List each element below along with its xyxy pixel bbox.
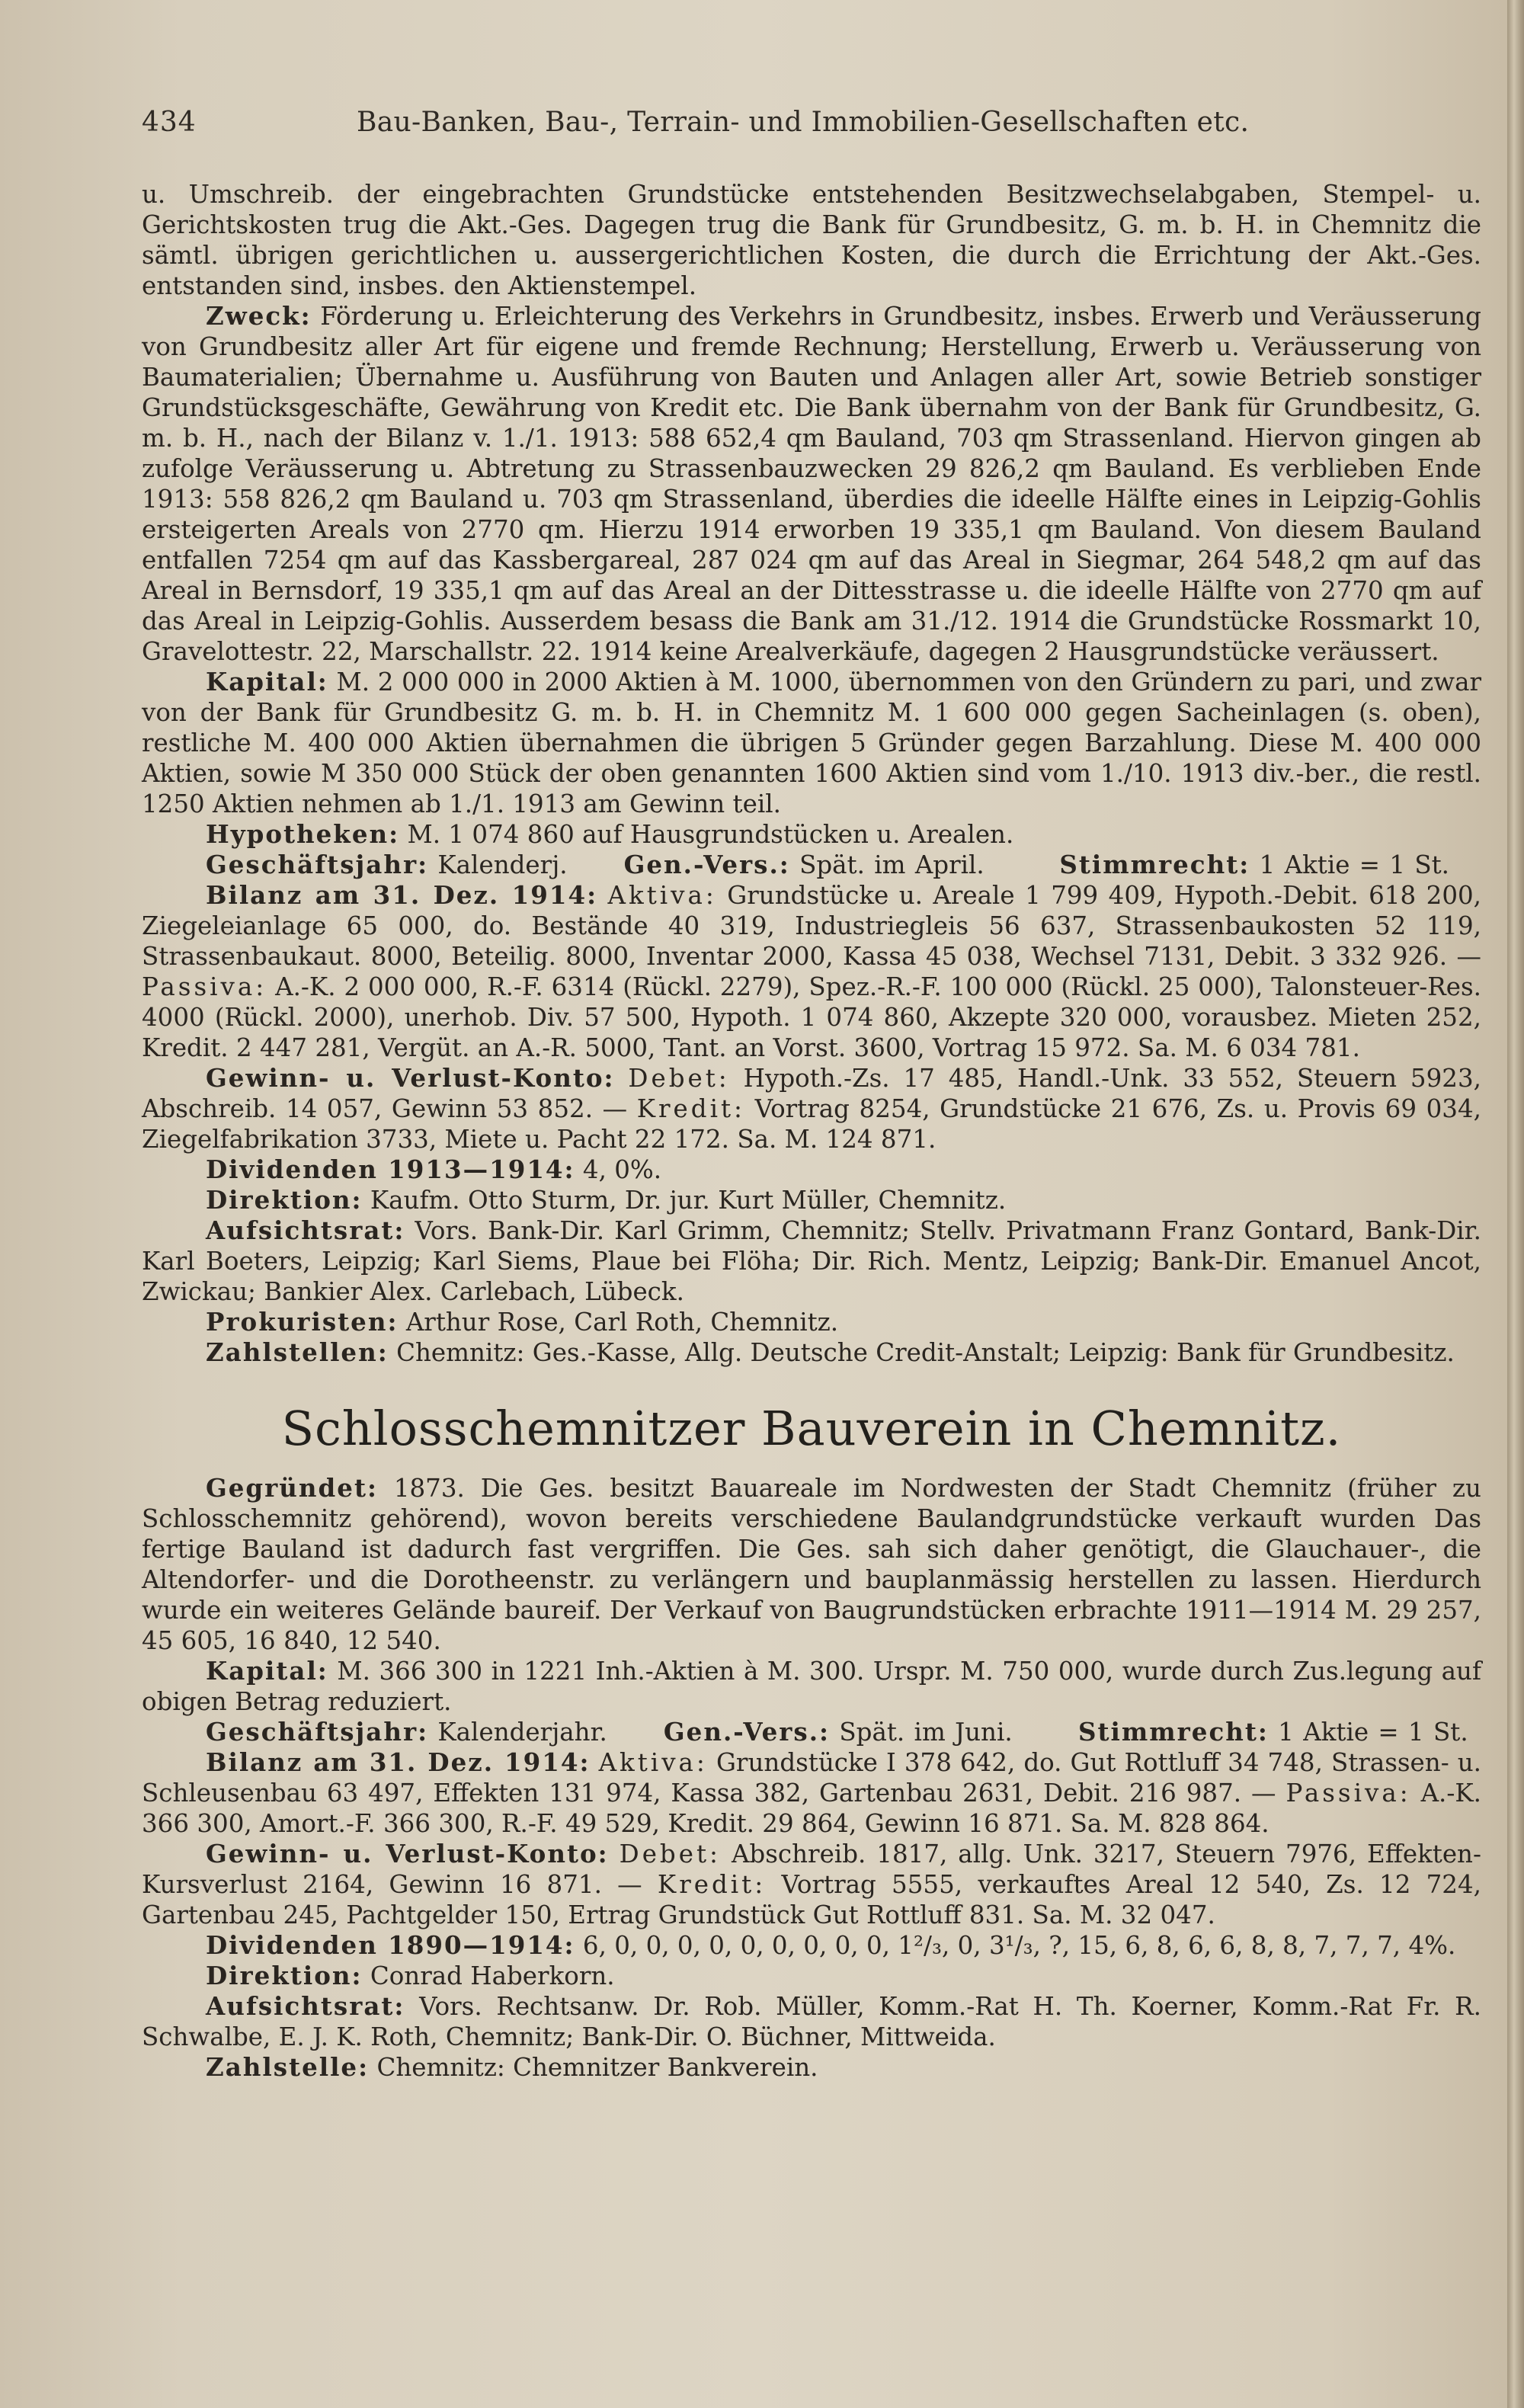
zahlstellen-paragraph — [142, 1337, 1481, 1368]
hypotheken-text: M. 1 074 860 auf Hausgrundstücken u. Arealen. — [407, 820, 1014, 849]
debet2-label: Debet: — [619, 1840, 721, 1868]
aufsichtsrat2-text: Vors. Rechtsanw. Dr. Rob. Müller, Komm.-Rat H. Th. Koerner, Komm.-Rat Fr. R. Schwalbe, E. J. K. Roth, Chemnitz; Bank-Dir. O. Büchner, Mittweida. — [142, 1992, 1481, 2051]
zahlstellen-text: Chemnitz: Ges.-Kasse, Allg. Deutsche Credit-Anstalt; Leipzig: Bank für Grundbesitz. — [396, 1338, 1455, 1367]
stimmrecht2-text: 1 Aktie = 1 St. — [1278, 1718, 1468, 1747]
guv-paragraph — [142, 1063, 1481, 1154]
debet-text: Hypoth.-Zs. 17 485, Handl.-Unk. 33 552, Steuern 5923, Abschreib. 14 057, Gewinn 53 852. — — [142, 1064, 1481, 1123]
direktion-paragraph — [142, 1185, 1481, 1215]
genvers-label: Gen.-Vers.: — [623, 850, 790, 879]
aktiva-label: Aktiva: — [607, 881, 717, 910]
geschaeftsjahr-label: Geschäftsjahr: — [206, 850, 429, 879]
aktiva2-label: Aktiva: — [598, 1748, 708, 1777]
hypotheken-label: Hypotheken: — [206, 819, 400, 849]
zahlstelle2-label: Zahlstelle: — [206, 2052, 370, 2082]
kredit-text: Vortrag 8254, Grundstücke 21 676, Zs. u. Provis 69 034, Ziegelfabrikation 3733, Miete u. Pacht 22 172. Sa. M. 124 871. — [142, 1094, 1481, 1154]
geschaeftsjahr2-label: Geschäftsjahr: — [206, 1717, 429, 1747]
guv-label: Gewinn- u. Verlust-Konto: — [206, 1063, 615, 1093]
kapital2-label: Kapital: — [206, 1656, 328, 1686]
genvers-text: Spät. im April. — [799, 850, 985, 879]
kredit2-label: Kredit: — [657, 1870, 767, 1899]
dividenden2-label: Dividenden 1890—1914: — [206, 1930, 575, 1960]
zweck-text: Förderung u. Erleichterung des Verkehrs in Grundbesitz, insbes. Erwerb und Veräusserung von Grundbesitz aller Art für eigene und fremde Rechnung; Herstellung, Erwerb u. Veräusserung von Baumaterialien; Übernahme u. Ausführung von Bauten und Anlagen aller Art, sowie Betrieb sonstiger Grundstücksgeschäfte, Gewährung von Kredit etc. Die Bank übernahm von der Bank für Grundbesitz, G. m. b. H., nach der Bilanz v. 1./1. 1913: 588 652,4 qm Bauland, 703 qm Strassenland. Hiervon gingen ab zufolge Veräusserung u. Abtretung zu Strassenbauzwecken 29 826,2 qm Bauland. Es verblieben Ende 1913: 558 826,2 qm Bauland u. 703 qm Strassenland, überdies die ideelle Hälfte eines in Leipzig-Gohlis ersteigerten Areals von 2770 qm. Hierzu 1914 erworben 19 335,1 qm Bauland. Von diesem Bauland entfallen 7254 qm auf das Kassbergareal, 287 024 qm auf das Areal in Siegmar, 264 548,2 qm auf das Areal in Bernsdorf, 19 335,1 qm auf das Areal an der Dittesstrasse u. die ideelle Hälfte von 2770 qm auf das Areal in Leipzig-Gohlis. Ausserdem besass die Bank am 31./12. 1914 die Grundstücke Rossmarkt 10, Gravelottestr. 22, Marschallstr. 22. 1914 keine Arealverkäufe, dagegen 2 Hausgrundstücke veräussert. — [142, 302, 1481, 666]
aktiva-text: Grundstücke u. Areale 1 799 409, Hypoth.-Debit. 618 200, Ziegeleianlage 65 000, do. Bestände 40 319, Industriegleis 56 637, Strassenbaukosten 52 119, Strassenbaukaut. 8000, Beteilig. 8000, Inventar 2000, Kassa 45 038, Wechsel 7131, Debit. 3 332 926. — — [142, 881, 1482, 971]
aufsichtsrat2-paragraph — [142, 1991, 1481, 2052]
page-number: 434 — [142, 107, 197, 138]
direktion2-label: Direktion: — [206, 1961, 363, 1990]
dividenden2-paragraph — [142, 1930, 1481, 1961]
direktion2-paragraph — [142, 1961, 1481, 1991]
page-body — [142, 179, 1481, 2083]
zahlstellen-label: Zahlstellen: — [206, 1337, 389, 1367]
kapital2-text: M. 366 300 in 1221 Inh.-Aktien à M. 300. Urspr. M. 750 000, wurde durch Zus.legung auf obigen Betrag reduziert. — [142, 1657, 1481, 1716]
aktiva2-text: Grundstücke I 378 642, do. Gut Rottluff 34 748, Strassen- u. Schleusenbau 63 497, Effekten 131 974, Kassa 382, Gartenbau 2631, Debit. 216 987. — — [142, 1748, 1482, 1808]
bilanz2-label: Bilanz am 31. Dez. 1914: — [206, 1747, 591, 1777]
aufsichtsrat2-label: Aufsichtsrat: — [206, 1991, 405, 2021]
stimmrecht2-label: Stimmrecht: — [1078, 1717, 1269, 1747]
geschaeftsjahr2-text: Kalenderjahr. — [437, 1718, 607, 1747]
aufsichtsrat-label: Aufsichtsrat: — [206, 1215, 405, 1245]
passiva2-label: Passiva: — [1285, 1779, 1411, 1808]
running-header — [142, 107, 1452, 152]
direktion-text: Kaufm. Otto Sturm, Dr. jur. Kurt Müller, Chemnitz. — [370, 1186, 1007, 1215]
dividenden-label: Dividenden 1913—1914: — [206, 1154, 575, 1184]
gegruendet-label: Gegründet: — [206, 1473, 378, 1503]
kapital-text: M. 2 000 000 in 2000 Aktien à M. 1000, übernommen von den Gründern zu pari, und zwar von der Bank für Grundbesitz G. m. b. H. in Chemnitz M. 1 600 000 gegen Sacheinlagen (s. oben), restliche M. 400 000 Aktien übernahmen die übrigen 5 Gründer gegen Barzahlung. Diese M. 400 000 Aktien, sowie M 350 000 Stück der oben genannten 1600 Aktien sind vom 1./10. 1913 div.-ber., die restl. 1250 Aktien nehmen ab 1./1. 1913 am Gewinn teil. — [142, 668, 1481, 818]
kredit-label: Kredit: — [636, 1094, 745, 1123]
zweck-paragraph — [142, 301, 1481, 667]
kredit2-text: Vortrag 5555, verkauftes Areal 12 540, Zs. 12 724, Gartenbau 245, Pachtgelder 150, Ertrag Grundstück Gut Rottluff 831. Sa. M. 32 047. — [142, 1870, 1481, 1929]
bilanz-paragraph — [142, 880, 1481, 1063]
passiva-label: Passiva: — [142, 972, 267, 1001]
bilanz-label: Bilanz am 31. Dez. 1914: — [206, 880, 598, 910]
passiva2-text: A.-K. 366 300, Amort.-F. 366 300, R.-F. 49 529, Kredit. 29 864, Gewinn 16 871. Sa. M. 828 864. — [142, 1779, 1481, 1838]
zweck-label: Zweck: — [206, 301, 312, 331]
passiva-text: A.-K. 2 000 000, R.-F. 6314 (Rückl. 2279), Spez.-R.-F. 100 000 (Rückl. 25 000), Talonsteuer-Res. 4000 (Rückl. 2000), unerhob. Div. 57 500, Hypoth. 1 074 860, Akzepte 320 000, vorausbez. Mieten 252, Kredit. 2 447 281, Vergüt. an A.-R. 5000, Tant. an Vorst. 3600, Vortrag 15 972. Sa. M. 6 034 781. — [142, 972, 1481, 1062]
running-title: Bau-Banken, Bau-, Terrain- und Immobilien-Gesellschaften etc. — [357, 107, 1250, 138]
geschaeftsjahr-paragraph — [142, 850, 1481, 880]
debet-label: Debet: — [628, 1064, 730, 1093]
kapital2-paragraph — [142, 1656, 1481, 1717]
aufsichtsrat-paragraph — [142, 1215, 1481, 1307]
prokuristen-label: Prokuristen: — [206, 1307, 399, 1337]
company-heading: Schlosschemnitzer Bauverein in Chemnitz. — [281, 1401, 1342, 1456]
guv2-paragraph — [142, 1839, 1481, 1930]
kapital-label: Kapital: — [206, 667, 328, 696]
dividenden-text: 4, 0%. — [582, 1155, 662, 1184]
genvers2-label: Gen.-Vers.: — [663, 1717, 831, 1747]
genvers2-text: Spät. im Juni. — [839, 1718, 1013, 1747]
dividenden2-text: 6, 0, 0, 0, 0, 0, 0, 0, 0, 0, 1²/₃, 0, 3¹/₃, ?, 15, 6, 8, 6, 6, 8, 8, 7, 7, 7, 4%. — [582, 1931, 1456, 1960]
geschaeftsjahr2-paragraph — [142, 1717, 1481, 1747]
aufsichtsrat-text: Vors. Bank-Dir. Karl Grimm, Chemnitz; Stellv. Privatmann Franz Gontard, Bank-Dir. Karl Boeters, Leipzig; Karl Siems, Plaue bei Flöha; Dir. Rich. Mentz, Leipzig; Bank-Dir. Emanuel Ancot, Zwickau; Bankier Alex. Carlebach, Lübeck. — [142, 1216, 1481, 1306]
zahlstelle2-text: Chemnitz: Chemnitzer Bankverein. — [376, 2053, 818, 2082]
prokuristen-text: Arthur Rose, Carl Roth, Chemnitz. — [405, 1308, 839, 1337]
intro-paragraph: u. Umschreib. der eingebrachten Grundstücke entstehenden Besitzwechselabgaben, Stempel- u. Gerichtskosten trug die Akt.-Ges. Dagegen trug die Bank für Grundbesitz, G. m. b. H. in Chemnitz die sämtl. übrigen gerichtlichen u. aussergerichtlichen Kosten, die durch die Errichtung der Akt.-Ges. entstanden sind, insbes. den Aktienstempel. — [142, 180, 1481, 300]
bilanz2-paragraph — [142, 1747, 1481, 1839]
stimmrecht-label: Stimmrecht: — [1059, 850, 1250, 879]
stimmrecht-text: 1 Aktie = 1 St. — [1259, 850, 1450, 879]
prokuristen-paragraph — [142, 1307, 1481, 1337]
direktion-label: Direktion: — [206, 1185, 363, 1215]
debet2-text: Abschreib. 1817, allg. Unk. 3217, Steuern 7976, Effekten-Kursverlust 2164, Gewinn 16 871. — — [142, 1840, 1481, 1899]
guv2-label: Gewinn- u. Verlust-Konto: — [206, 1839, 609, 1868]
gegruendet-paragraph — [142, 1473, 1481, 1656]
geschaeftsjahr-text: Kalenderj. — [437, 850, 568, 879]
zahlstelle2-paragraph — [142, 2052, 1481, 2083]
gegruendet-text: 1873. Die Ges. besitzt Bauareale im Nordwesten der Stadt Chemnitz (früher zu Schlosschemnitz gehörend), wovon bereits verschiedene Baulandgrundstücke verkauft wurden Das fertige Bauland ist dadurch fast vergriffen. Die Ges. sah sich daher genötigt, die Glauchauer-, die Altendorfer- und die Dorotheenstr. zu verlängern und bauplanmässig herstellen zu lassen. Hierdurch wurde ein weiteres Gelände baureif. Der Verkauf von Baugrundstücken erbrachte 1911—1914 M. 29 257, 45 605, 16 840, 12 540. — [142, 1474, 1481, 1655]
kapital-paragraph — [142, 667, 1481, 819]
dividenden-paragraph — [142, 1154, 1481, 1185]
direktion2-text: Conrad Haberkorn. — [370, 1961, 615, 1990]
page-edge — [1507, 0, 1524, 2408]
hypotheken-paragraph — [142, 819, 1481, 850]
